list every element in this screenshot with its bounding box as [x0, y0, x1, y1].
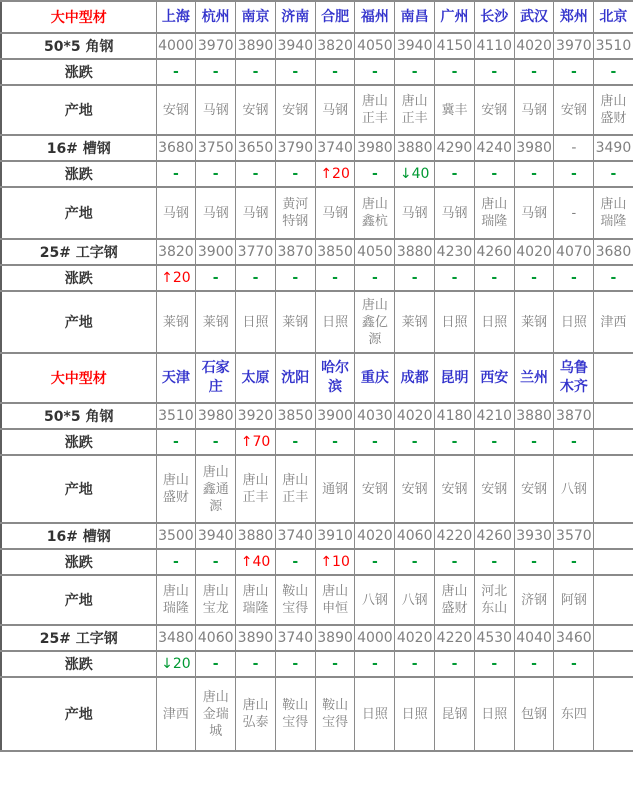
price-cell: 3980 — [514, 135, 554, 161]
price-cell: 3900 — [315, 403, 355, 429]
price-cell: 3820 — [156, 239, 196, 265]
section-header-row — [1, 353, 633, 403]
price-cell: 4020 — [395, 625, 435, 651]
price-cell: 4070 — [554, 239, 594, 265]
change-up-cell: ↑40 — [236, 549, 276, 575]
change-cell: - — [554, 265, 594, 291]
price-cell — [594, 403, 633, 429]
origin-cell: 马钢 — [196, 85, 236, 135]
change-cell: - — [395, 59, 435, 85]
change-cell: - — [236, 161, 276, 187]
origin-cell: 鞍山宝得 — [315, 677, 355, 751]
origin-cell: 昆钢 — [435, 677, 475, 751]
origin-cell: 马钢 — [156, 187, 196, 239]
change-label-cell: 涨跌 — [1, 651, 156, 677]
price-cell: 3980 — [355, 135, 395, 161]
price-cell: 3940 — [196, 523, 236, 549]
price-cell: 3930 — [514, 523, 554, 549]
change-cell: - — [514, 549, 554, 575]
origin-cell: 唐山盛财 — [156, 455, 196, 523]
price-cell: 4060 — [395, 523, 435, 549]
price-cell: 4220 — [435, 523, 475, 549]
origin-cell: 唐山瑞隆 — [594, 187, 633, 239]
product-name-cell: 25# 工字钢 — [1, 625, 156, 651]
change-cell: - — [514, 651, 554, 677]
origin-cell: 唐山申恒 — [315, 575, 355, 625]
change-cell: - — [355, 429, 395, 455]
origin-cell: 日照 — [315, 291, 355, 353]
change-cell: - — [236, 265, 276, 291]
origin-cell: 日照 — [474, 291, 514, 353]
price-cell: 4040 — [514, 625, 554, 651]
price-cell: 3880 — [514, 403, 554, 429]
origin-cell: 包钢 — [514, 677, 554, 751]
origin-cell: 日照 — [355, 677, 395, 751]
price-cell: 3570 — [554, 523, 594, 549]
change-cell: - — [196, 651, 236, 677]
change-row — [1, 429, 633, 455]
price-cell: 3850 — [275, 403, 315, 429]
origin-label-cell: 产地 — [1, 85, 156, 135]
change-cell: - — [315, 651, 355, 677]
change-row — [1, 59, 633, 85]
product-name-cell: 16# 槽钢 — [1, 523, 156, 549]
change-cell: - — [435, 651, 475, 677]
origin-cell: 安钢 — [275, 85, 315, 135]
price-cell: 4260 — [474, 523, 514, 549]
price-cell: 3740 — [315, 135, 355, 161]
city-header-cell[interactable]: 南京 — [236, 1, 276, 33]
price-cell: 3870 — [554, 403, 594, 429]
origin-row — [1, 677, 633, 751]
change-cell: - — [514, 161, 554, 187]
city-header-cell[interactable]: 广州 — [435, 1, 475, 33]
price-cell: 3890 — [236, 625, 276, 651]
price-cell: 4060 — [196, 625, 236, 651]
origin-cell: 马钢 — [315, 187, 355, 239]
change-cell: - — [196, 429, 236, 455]
origin-cell: 马钢 — [315, 85, 355, 135]
price-cell: 4150 — [435, 33, 475, 59]
origin-cell: 唐山宝龙 — [196, 575, 236, 625]
change-label-cell: 涨跌 — [1, 429, 156, 455]
change-cell: - — [395, 429, 435, 455]
origin-label-cell: 产地 — [1, 187, 156, 239]
change-cell: - — [474, 651, 514, 677]
price-cell: 4050 — [355, 33, 395, 59]
change-cell: - — [355, 265, 395, 291]
origin-cell: 安钢 — [514, 455, 554, 523]
product-price-row — [1, 403, 633, 429]
change-cell: - — [395, 651, 435, 677]
price-cell: 3770 — [236, 239, 276, 265]
origin-cell: 莱钢 — [514, 291, 554, 353]
origin-cell: 安钢 — [156, 85, 196, 135]
price-cell: 3890 — [315, 625, 355, 651]
price-cell: - — [554, 135, 594, 161]
change-cell: - — [514, 429, 554, 455]
price-cell: 3790 — [275, 135, 315, 161]
price-cell: 4000 — [156, 33, 196, 59]
origin-row — [1, 455, 633, 523]
origin-cell: 鞍山宝得 — [275, 575, 315, 625]
price-cell: 3650 — [236, 135, 276, 161]
price-cell — [594, 625, 633, 651]
price-cell: 3480 — [156, 625, 196, 651]
city-header-cell[interactable]: 合肥 — [315, 1, 355, 33]
origin-cell: 马钢 — [514, 85, 554, 135]
price-cell: 3850 — [315, 239, 355, 265]
price-cell: 4030 — [355, 403, 395, 429]
origin-cell: 马钢 — [514, 187, 554, 239]
change-row — [1, 549, 633, 575]
change-cell: - — [315, 429, 355, 455]
product-name-cell: 25# 工字钢 — [1, 239, 156, 265]
price-cell: 3870 — [275, 239, 315, 265]
change-cell: - — [594, 161, 633, 187]
price-cell: 3680 — [156, 135, 196, 161]
origin-row — [1, 85, 633, 135]
origin-cell — [594, 575, 633, 625]
change-cell: - — [156, 161, 196, 187]
city-header-cell[interactable]: 天津 — [156, 353, 196, 403]
product-price-row — [1, 33, 633, 59]
origin-cell: 津西 — [594, 291, 633, 353]
change-up-cell: ↑10 — [315, 549, 355, 575]
origin-cell: 马钢 — [236, 187, 276, 239]
price-cell: 4530 — [474, 625, 514, 651]
change-cell: - — [315, 265, 355, 291]
change-row — [1, 161, 633, 187]
origin-cell — [594, 455, 633, 523]
change-cell: - — [474, 429, 514, 455]
price-cell: 4210 — [474, 403, 514, 429]
city-header-cell[interactable]: 哈尔滨 — [315, 353, 355, 403]
change-label-cell: 涨跌 — [1, 59, 156, 85]
origin-cell: 鞍山宝得 — [275, 677, 315, 751]
price-cell: 4110 — [474, 33, 514, 59]
origin-label-cell: 产地 — [1, 575, 156, 625]
origin-cell: 安钢 — [474, 85, 514, 135]
price-cell: 3900 — [196, 239, 236, 265]
price-cell: 3980 — [196, 403, 236, 429]
change-cell: - — [275, 265, 315, 291]
city-header-cell[interactable]: 乌鲁木齐 — [554, 353, 594, 403]
change-cell: - — [156, 549, 196, 575]
change-up-cell: ↑20 — [156, 265, 196, 291]
origin-cell: 莱钢 — [395, 291, 435, 353]
city-header-cell[interactable]: 济南 — [275, 1, 315, 33]
price-cell: 3680 — [594, 239, 633, 265]
change-cell: - — [554, 549, 594, 575]
origin-cell: 唐山瑞隆 — [236, 575, 276, 625]
origin-cell: 唐山盛财 — [435, 575, 475, 625]
change-cell: - — [275, 651, 315, 677]
origin-cell: 日照 — [236, 291, 276, 353]
city-header-cell[interactable]: 昆明 — [435, 353, 475, 403]
price-cell: 3750 — [196, 135, 236, 161]
change-row — [1, 265, 633, 291]
change-cell: - — [474, 161, 514, 187]
price-cell: 4180 — [435, 403, 475, 429]
change-cell: - — [156, 59, 196, 85]
city-header-cell[interactable]: 沈阳 — [275, 353, 315, 403]
change-cell: - — [474, 549, 514, 575]
change-cell: - — [196, 161, 236, 187]
origin-cell: 津西 — [156, 677, 196, 751]
change-cell: - — [156, 429, 196, 455]
origin-label-cell: 产地 — [1, 455, 156, 523]
change-cell: - — [554, 59, 594, 85]
change-cell: - — [355, 651, 395, 677]
origin-cell: 唐山瑞隆 — [474, 187, 514, 239]
origin-cell: 唐山鑫通源 — [196, 455, 236, 523]
change-cell: - — [236, 651, 276, 677]
change-cell: - — [554, 161, 594, 187]
change-up-cell: ↑20 — [315, 161, 355, 187]
change-cell: - — [435, 161, 475, 187]
city-header-cell[interactable]: 南昌 — [395, 1, 435, 33]
origin-cell: 马钢 — [435, 187, 475, 239]
city-header-cell[interactable]: 福州 — [355, 1, 395, 33]
origin-row — [1, 187, 633, 239]
change-cell: - — [315, 59, 355, 85]
price-cell: 3740 — [275, 625, 315, 651]
section-title-cell: 大中型材 — [1, 353, 156, 403]
origin-cell: 唐山鑫杭 — [355, 187, 395, 239]
empty-header-cell — [594, 353, 633, 403]
product-price-row — [1, 523, 633, 549]
origin-cell: 唐山瑞隆 — [156, 575, 196, 625]
change-down-cell: ↓40 — [395, 161, 435, 187]
origin-cell: 黄河特钢 — [275, 187, 315, 239]
origin-cell: - — [554, 187, 594, 239]
price-cell: 3500 — [156, 523, 196, 549]
origin-cell: 东四 — [554, 677, 594, 751]
origin-cell: 日照 — [554, 291, 594, 353]
change-cell: - — [514, 59, 554, 85]
change-cell: - — [275, 429, 315, 455]
origin-cell: 阿钢 — [554, 575, 594, 625]
change-cell: - — [514, 265, 554, 291]
price-cell: 4020 — [514, 239, 554, 265]
origin-cell: 唐山正丰 — [355, 85, 395, 135]
change-cell: - — [275, 549, 315, 575]
change-cell: - — [196, 265, 236, 291]
change-cell: - — [355, 549, 395, 575]
origin-cell: 八钢 — [554, 455, 594, 523]
price-cell: 3970 — [196, 33, 236, 59]
city-header-cell[interactable]: 兰州 — [514, 353, 554, 403]
origin-cell: 唐山正丰 — [236, 455, 276, 523]
change-cell: - — [196, 59, 236, 85]
change-cell: - — [196, 549, 236, 575]
product-price-row — [1, 625, 633, 651]
change-cell: - — [554, 429, 594, 455]
origin-cell: 日照 — [395, 677, 435, 751]
price-cell: 4220 — [435, 625, 475, 651]
origin-cell: 通钢 — [315, 455, 355, 523]
change-cell: - — [435, 59, 475, 85]
origin-cell: 唐山正丰 — [395, 85, 435, 135]
price-cell: 3880 — [395, 135, 435, 161]
change-cell: - — [594, 265, 633, 291]
price-table-body — [1, 1, 633, 751]
price-cell: 3940 — [395, 33, 435, 59]
price-cell: 3880 — [395, 239, 435, 265]
origin-cell: 济钢 — [514, 575, 554, 625]
change-cell: - — [275, 161, 315, 187]
price-cell: 4050 — [355, 239, 395, 265]
origin-row — [1, 291, 633, 353]
city-header-cell[interactable]: 太原 — [236, 353, 276, 403]
price-cell: 3740 — [275, 523, 315, 549]
change-cell: - — [435, 265, 475, 291]
origin-row — [1, 575, 633, 625]
product-name-cell: 16# 槽钢 — [1, 135, 156, 161]
origin-cell: 唐山弘泰 — [236, 677, 276, 751]
city-header-cell[interactable]: 长沙 — [474, 1, 514, 33]
price-cell: 4020 — [355, 523, 395, 549]
origin-cell: 唐山金瑞城 — [196, 677, 236, 751]
origin-cell: 唐山盛财 — [594, 85, 633, 135]
change-cell: - — [395, 549, 435, 575]
city-header-cell[interactable]: 西安 — [474, 353, 514, 403]
origin-cell: 马钢 — [395, 187, 435, 239]
change-cell: - — [594, 59, 633, 85]
origin-cell: 八钢 — [355, 575, 395, 625]
price-cell: 4260 — [474, 239, 514, 265]
price-cell: 3820 — [315, 33, 355, 59]
price-cell: 4290 — [435, 135, 475, 161]
product-price-row — [1, 135, 633, 161]
origin-cell: 唐山鑫亿源 — [355, 291, 395, 353]
origin-label-cell: 产地 — [1, 677, 156, 751]
city-header-cell[interactable]: 杭州 — [196, 1, 236, 33]
city-header-cell[interactable]: 北京 — [594, 1, 633, 33]
price-cell: 3490 — [594, 135, 633, 161]
origin-cell: 安钢 — [355, 455, 395, 523]
price-cell: 3970 — [554, 33, 594, 59]
origin-cell: 安钢 — [474, 455, 514, 523]
origin-cell: 莱钢 — [196, 291, 236, 353]
change-cell: - — [474, 265, 514, 291]
price-cell: 4000 — [355, 625, 395, 651]
change-cell: - — [395, 265, 435, 291]
origin-cell: 冀丰 — [435, 85, 475, 135]
city-header-cell[interactable]: 重庆 — [355, 353, 395, 403]
change-cell — [594, 429, 633, 455]
origin-cell — [594, 677, 633, 751]
change-cell: - — [355, 59, 395, 85]
change-up-cell: ↑70 — [236, 429, 276, 455]
product-price-row — [1, 239, 633, 265]
change-label-cell: 涨跌 — [1, 265, 156, 291]
origin-cell: 安钢 — [554, 85, 594, 135]
change-row — [1, 651, 633, 677]
price-cell: 4020 — [395, 403, 435, 429]
change-cell: - — [554, 651, 594, 677]
price-cell: 3460 — [554, 625, 594, 651]
price-cell: 3880 — [236, 523, 276, 549]
section-title-cell: 大中型材 — [1, 1, 156, 33]
origin-cell: 唐山正丰 — [275, 455, 315, 523]
origin-cell: 莱钢 — [275, 291, 315, 353]
change-cell — [594, 651, 633, 677]
origin-cell: 莱钢 — [156, 291, 196, 353]
origin-cell: 日照 — [435, 291, 475, 353]
price-cell: 4230 — [435, 239, 475, 265]
price-cell: 3510 — [594, 33, 633, 59]
price-cell: 3510 — [156, 403, 196, 429]
change-down-cell: ↓20 — [156, 651, 196, 677]
change-cell: - — [275, 59, 315, 85]
price-cell: 3910 — [315, 523, 355, 549]
city-header-cell[interactable]: 成都 — [395, 353, 435, 403]
city-header-cell[interactable]: 石家庄 — [196, 353, 236, 403]
city-header-cell[interactable]: 武汉 — [514, 1, 554, 33]
price-cell — [594, 523, 633, 549]
city-header-cell[interactable]: 上海 — [156, 1, 196, 33]
change-cell: - — [435, 549, 475, 575]
section-header-row — [1, 1, 633, 33]
change-cell: - — [474, 59, 514, 85]
change-label-cell: 涨跌 — [1, 161, 156, 187]
price-cell: 3920 — [236, 403, 276, 429]
product-name-cell: 50*5 角钢 — [1, 33, 156, 59]
product-name-cell: 50*5 角钢 — [1, 403, 156, 429]
origin-cell: 八钢 — [395, 575, 435, 625]
change-cell: - — [236, 59, 276, 85]
change-label-cell: 涨跌 — [1, 549, 156, 575]
change-cell: - — [355, 161, 395, 187]
origin-label-cell: 产地 — [1, 291, 156, 353]
price-cell: 3940 — [275, 33, 315, 59]
city-header-cell[interactable]: 郑州 — [554, 1, 594, 33]
origin-cell: 日照 — [474, 677, 514, 751]
origin-cell: 河北东山 — [474, 575, 514, 625]
change-cell: - — [435, 429, 475, 455]
price-cell: 4020 — [514, 33, 554, 59]
price-cell: 3890 — [236, 33, 276, 59]
origin-cell: 马钢 — [196, 187, 236, 239]
origin-cell: 安钢 — [236, 85, 276, 135]
origin-cell: 安钢 — [395, 455, 435, 523]
change-cell — [594, 549, 633, 575]
origin-cell: 安钢 — [435, 455, 475, 523]
price-cell: 4240 — [474, 135, 514, 161]
